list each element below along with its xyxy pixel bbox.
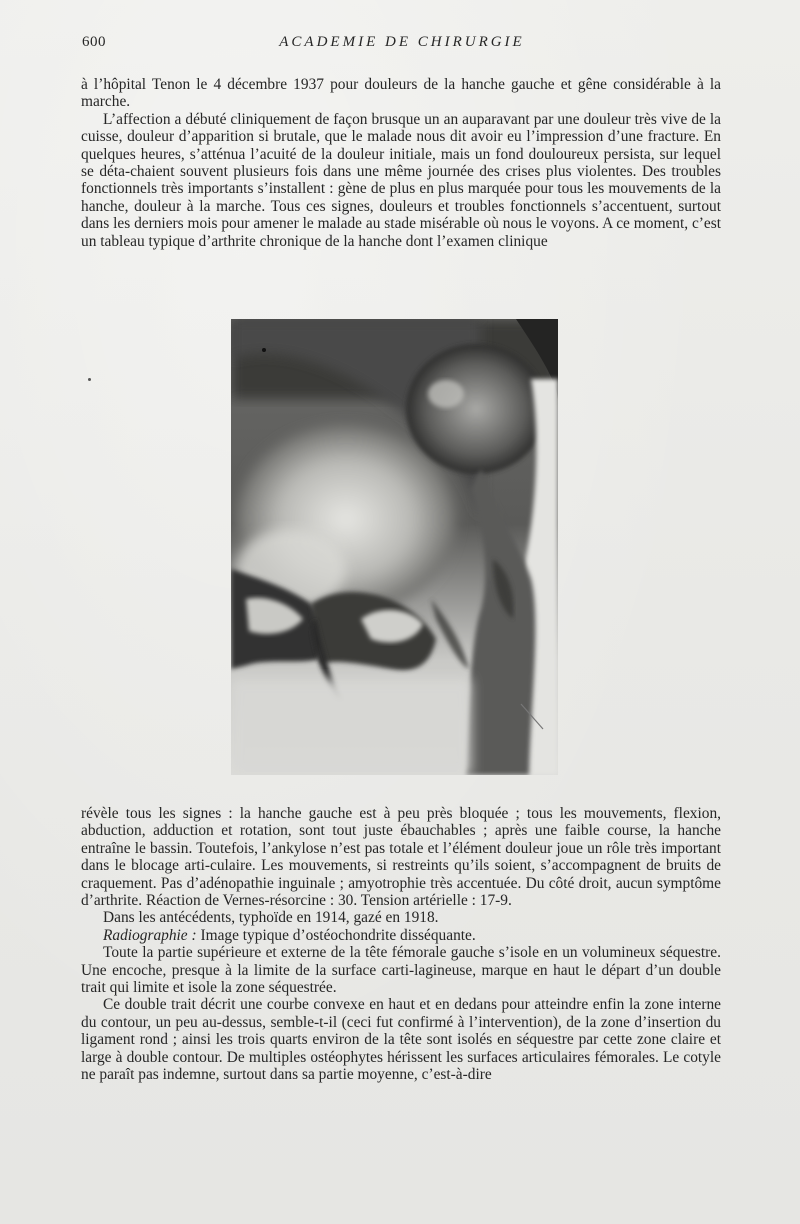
body-text-bottom <box>81 805 721 1084</box>
paragraph: Ce double trait décrit une courbe convexe en haut et en dedans pour atteindre enfin la zone interne du contour, un peu au-dessus, semble-t-il (ceci fut confirmé à l’intervention), de la zone d’insertion du ligament rond ; ainsi les trois quarts environ de la tête sont isolés en séquestre par cette zone claire et large à double contour. De multiples ostéophytes hérissent les surfaces articulaires fémorales. Le cotyle ne paraît pas indemne, surtout dans sa partie moyenne, c’est-à-dire <box>81 996 721 1084</box>
paragraph <box>81 927 721 944</box>
radiography-text: Image typique d’ostéochondrite disséquante. <box>196 926 476 944</box>
paragraph: révèle tous les signes : la hanche gauche est à peu près bloquée ; tous les mouvements, flexion, abduction, adduction et rotation, sont tout juste ébauchables ; après une faible course, la hanche entraîne le bassin. Toutefois, l’ankylose n’est pas totale et l’élément douleur joue un rôle très important dans le blocage arti-culaire. Les mouvements, si restreints qu’ils soient, s’accompagnent de bruits de craquement. Pas d’adénopathie inguinale ; amyotrophie très accentuée. Du côté droit, aucun symptôme d’arthrite. Réaction de Vernes-résorcine : 30. Tension artérielle : 17-9. <box>81 805 721 910</box>
journal-title: ACADEMIE DE CHIRURGIE <box>279 34 525 50</box>
page-number: 600 <box>82 34 106 50</box>
running-head <box>82 34 722 54</box>
hip-radiograph-figure <box>231 319 558 775</box>
radiography-label: Radiographie : <box>103 926 197 944</box>
paragraph: à l’hôpital Tenon le 4 décembre 1937 pour douleurs de la hanche gauche et gêne considérable à la marche. <box>81 76 721 111</box>
paragraph: Toute la partie supérieure et externe de la tête fémorale gauche s’isole en un volumineux séquestre. Une encoche, presque à la limite de la surface carti-lagineuse, marque en haut le départ d’un double trait qui limite et isole la zone séquestrée. <box>81 944 721 997</box>
body-text-top <box>81 76 721 250</box>
radiograph-image <box>231 319 558 775</box>
paragraph: Dans les antécédents, typhoïde en 1914, gazé en 1918. <box>103 909 439 927</box>
print-speck <box>88 378 91 381</box>
paragraph: L’affection a débuté cliniquement de façon brusque un an auparavant par une douleur très vive de la cuisse, douleur d’apparition si brutale, que le malade nous dit avoir eu l’impression d’une fracture. En quelques heures, s’atténua l’acuité de la douleur initiale, mais un fond douloureux persista, sur lequel se déta-chaient souvent plusieurs fois dans une même journée des crises plus violentes. Des troubles fonctionnels très importants s’installent : gène de plus en plus marquée pour tous les mouvements de la hanche, douleur à la marche. Tous ces signes, douleurs et troubles fonctionnels s’accentuent, surtout dans les derniers mois pour amener le malade au stade misérable où nous le voyons. A ce moment, c’est un tableau typique d’arthrite chronique de la hanche dont l’examen clinique <box>81 110 721 250</box>
